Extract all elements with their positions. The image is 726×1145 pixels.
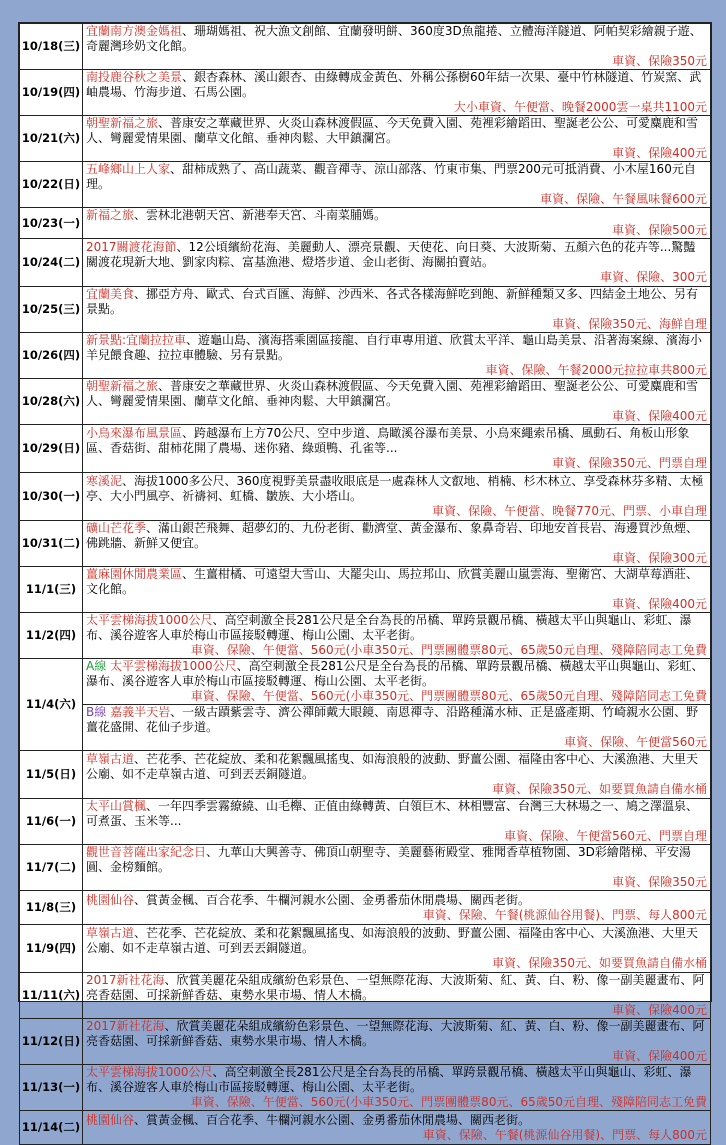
trip-description [86,116,707,146]
schedule-row [20,239,711,287]
schedule-row [20,24,711,70]
line-b-label: B線 [86,705,107,719]
line-b-block [83,704,710,750]
trip-date: 10/19(四) [20,70,83,116]
schedule-row [20,799,711,845]
trip-name: 薑麻園休閒農業區 [86,567,183,581]
trip-desc-text: 、海拔1000多公尺、360度視野美景盡收眼底是一處森林人文叡地、梢楠、杉木林立、享受森林芬多精、太極亭、大小門風亭、祈禱祠、虹橋、皺族、大小塔山。 [86,474,704,503]
schedule-row [20,1019,711,1065]
trip-price: 車資、保險350元、門票自理 [552,456,707,470]
trip-date: 10/22(日) [20,162,83,208]
trip-description [86,926,707,956]
schedule-sheet [18,22,712,1142]
trip-price: 車資、保險350元、如要買魚請自備水桶 [492,782,707,796]
trip-price: 車資、保險400元 [612,146,707,160]
trip-details [83,799,711,845]
trip-date: 10/28(六) [20,379,83,425]
schedule-row [20,1065,711,1111]
schedule-row [20,567,711,613]
trip-date: 11/8(三) [20,891,83,925]
trip-price: 車資、保險350元、如要買魚請自備水桶 [492,956,707,970]
trip-price: 車資、保險、午便當、560元(小車350元、門票團體票80元、65歲50元自理、殘障陪同志工免費 [190,1095,707,1109]
trip-description [86,240,707,270]
trip-price: 車資、保險、午餐(桃源仙谷用餐)、門票、每人800元 [422,1127,707,1142]
trip-description [86,659,707,689]
trip-price: 車資、保險350元 [612,875,707,889]
trip-date: 11/4(六) [20,659,83,751]
trip-description [86,162,707,192]
trip-desc-text: 、欣賞美麗花朵組成繽紛色彩景色、一望無際花海、大波斯菊、紅、黃、白、粉、像一副美麗畫布、阿亮香菇園、可採新鮮香菇、東勢水果市場、情人木橋。 [86,973,705,1002]
trip-details [83,1111,711,1145]
trip-description [86,1113,707,1128]
trip-details [83,162,711,208]
schedule-row [20,425,711,473]
trip-details [83,925,711,973]
trip-price: 車資、保險400元 [612,409,707,423]
trip-details [83,659,711,751]
trip-description [86,24,707,54]
schedule-row [20,473,711,521]
trip-desc-text: 、高空刺激全長281公尺是全台為長的吊橋、單跨景觀吊橋、橫越太平山與龜山、彩虹、瀑布、溪谷遊客人車於梅山市區接駁轉運、梅山公園、太平老街。 [86,613,692,642]
trip-date: 10/31(二) [20,521,83,567]
trip-details [83,473,711,521]
trip-details [83,208,711,239]
trip-desc-text: 、生薑柑橘、可遠望大雪山、大罷尖山、馬拉邦山、欣賞美麗山嵐雲海、聖衛宮、大湖草莓酒莊、文化館。 [86,567,699,596]
trip-desc-text: 、普康安之華藏世界、火炎山森林渡假區、今天免費入園、苑裡彩繪蹈田、聖誕老公公、可愛麋鹿和雪人、彎麗愛情果園、蘭草文化館、垂神肉鬆、大甲鎮瀾宮。 [86,379,699,408]
trip-desc-text: 、遊龜山島、濱海搭乘園區接龍、自行車專用道、欣賞太平洋、龜山島美景、沿著海案線、濱海小羊兒餵食趣、拉拉車體驗、另有景點。 [86,333,703,362]
schedule-row [20,659,711,751]
schedule-row [20,845,711,891]
trip-name: 宜蘭南方澳金媽祖 [86,24,183,38]
trip-description [86,613,707,643]
schedule-row [20,973,711,1019]
trip-date: 10/18(三) [20,24,83,70]
schedule-row [20,208,711,239]
trip-name: 2017新社花海 [86,1019,165,1033]
trip-name: 宜蘭美食 [86,287,135,301]
trip-name: 南投鹿谷秋之美景 [86,70,183,84]
trip-description [86,426,707,456]
trip-name: 2017關渡花海節 [86,240,177,254]
trip-price: 車資、保險500元 [612,223,707,237]
trip-desc-text: 、九華山大興善寺、佛頂山朝聖寺、美麗藝術殿堂、雅聞香草植物園、3D彩繪階梯、平安湯圓、金榜麵館。 [86,845,691,874]
trip-price: 車資、保險、午便當、晚餐770元、門票、小車自理 [432,504,707,518]
trip-details [83,613,711,659]
trip-desc-text-b: 、一級古蹟紫雲寺、濟公禪師戴大眼鏡、南恩禪寺、沿路種滿水柿、正是盛產期、竹崎親水公園、野薑花盛開、花仙子步道。 [86,705,699,734]
trip-details [83,751,711,799]
trip-description [86,333,707,363]
trip-price: 車資、保險、午餐(桃源仙谷用餐)、門票、每人800元 [422,907,707,922]
trip-details [83,973,711,1019]
schedule-row [20,287,711,333]
trip-date: 11/9(四) [20,925,83,973]
trip-price: 車資、保險、午餐風味餐600元 [540,192,707,206]
trip-desc-text: 、高空刺激全長281公尺是全台為長的吊橋、單跨景觀吊橋、橫越太平山與龜山、彩虹、瀑布、溪谷遊客人車於梅山市區接駁轉運、梅山公園、太平老街。 [86,659,704,688]
trip-desc-text: 、銀杏森林、溪山銀杏、由綠轉成金黃色、外稱公孫樹60年結一次果、臺中竹林隧道、竹炭窯、武岫農場、竹海步道、石馬公園。 [86,70,702,99]
trip-description [86,1065,707,1095]
trip-desc-text: 、滿山銀芒飛舞、超夢幻的、九份老街、勸濟堂、黃金瀑布、象鼻奇岩、印地安首長岩、海邊買沙魚煙、佛跳牆、新鮮又便宜。 [86,521,699,550]
trip-desc-text: 、欣賞美麗花朵組成繽紛色彩景色、一望無際花海、大波斯菊、紅、黃、白、粉、像一副美麗畫布、阿亮香菇園、可採新鮮香菇、東勢水果市場、情人木橋。 [86,1019,705,1048]
schedule-row [20,1111,711,1145]
trip-name: 太平雲梯海拔1000公尺 [110,659,237,673]
trip-date: 11/13(一) [20,1065,83,1111]
trip-price: 車資、保險、300元 [600,270,707,284]
trip-date: 11/12(日) [20,1019,83,1065]
trip-desc-text: 、普康安之華藏世界、火炎山森林渡假區、今天免費入園、苑裡彩繪蹈田、聖誕老公公、可愛麋鹿和雪人、彎麗愛情果園、蘭草文化館、垂神肉鬆、大甲鎮瀾宮。 [86,116,699,145]
trip-name: 朝聖新福之旅 [86,379,159,393]
trip-details [83,287,711,333]
trip-date: 11/14(二) [20,1111,83,1145]
trip-name: 草嶺古道 [86,926,135,940]
trip-date: 10/21(六) [20,116,83,162]
trip-details [83,891,711,925]
trip-name: 小烏來瀑布風景區 [86,426,183,440]
trip-details [83,333,711,379]
trip-details [83,70,711,116]
trip-date: 10/29(日) [20,425,83,473]
schedule-row [20,521,711,567]
trip-date: 11/1(三) [20,567,83,613]
trip-desc-text: 、芒花季、芒花綻放、柔和花絮飄風搖曳、如海浪般的波動、野薑公園、福隆由客中心、大溪漁港、大里天公廟、如不走草嶺古道、可到丟丟銅隧道。 [86,926,699,955]
schedule-row [20,891,711,925]
trip-name: 太平雲梯海拔1000公尺 [86,613,213,627]
trip-name: 新景點:宜蘭拉拉車 [86,333,187,347]
trip-details [83,24,711,70]
trip-desc-text: 、12公頃繽紛花海、美麗動人、漂亮景觀、天使花、向日葵、大波斯菊、五顏六色的花卉等...驚豔關渡花現新大地、劉家肉粽、富基漁港、燈塔步道、金山老街、海關拍賣站。 [86,240,696,269]
trip-name: 桃園仙谷 [86,892,135,907]
trip-date: 10/24(二) [20,239,83,287]
trip-details [83,379,711,425]
schedule-row [20,379,711,425]
trip-details [83,239,711,287]
trip-date: 11/5(日) [20,751,83,799]
schedule-row [20,925,711,973]
trip-name: 礦山芒花季 [86,521,147,535]
trip-description [86,521,707,551]
trip-price: 車資、保險、午便當、560元(小車350元、門票團體票80元、65歲50元自理、殘障陪同志工免費 [190,643,707,657]
trip-description [86,973,707,1003]
trip-description [86,208,707,223]
trip-date: 11/11(六) [20,973,83,1019]
trip-details [83,425,711,473]
trip-date: 11/7(二) [20,845,83,891]
trip-desc-text: 、雲林北港朝天宮、新港奉天宮、斗南菜脯媽。 [134,208,387,222]
trip-desc-text: 、賞黃金楓、百合花季、牛欄河親水公園、金勇番茄休閒農場、關西老街。 [134,892,531,907]
schedule-row [20,162,711,208]
trip-price: 車資、保險350元、海鮮自理 [552,317,707,331]
trip-price: 車資、保險、午餐2000元拉拉車共800元 [485,363,707,377]
trip-details [83,1065,711,1111]
trip-desc-text: 、挪亞方舟、歐式、台式百匯、海鮮、沙西米、各式各樣海鮮吃到飽、新鮮種類又多、四結金土地公、另有景點。 [86,287,699,316]
trip-name: 太平山賞楓 [86,799,147,813]
trip-desc-text: 、甜柿成熟了、高山蔬菜、觀音禪寺、涼山部落、竹東市集、門票200元可抵消費、小木屋160元自理。 [86,162,696,191]
trip-details [83,567,711,613]
trip-price: 車資、保險400元 [612,597,707,611]
trip-description [86,474,707,504]
trip-name: 2017新社花海 [86,973,165,987]
trip-desc-text: 、跨越瀑布上方70公尺、空中步道、鳥瞰溪谷瀑布美景、小烏來繩索吊橋、風動石、角板山形象區、香菇街、甜柿花開了農場、迷你豬、綠頭鴨、孔雀等... [86,426,690,455]
trip-price-b: 車資、保險、午便當560元 [564,735,707,749]
schedule-row [20,333,711,379]
line-a-label: A線 [86,659,107,673]
trip-name: 新福之旅 [86,208,135,222]
trip-name-b: 嘉義半天岩 [110,705,171,719]
trip-price: 車資、保險300元 [612,551,707,565]
schedule-table [19,23,711,1145]
trip-name: 太平雲梯海拔1000公尺 [86,1065,213,1079]
trip-name: 朝聖新福之旅 [86,116,159,130]
trip-price: 車資、保險、午便當、560元(小車350元、門票團體票80元、65歲50元自理、殘障陪同志工免費 [190,689,707,703]
trip-name: 寒溪泥 [86,474,123,488]
trip-name: 草嶺古道 [86,752,135,766]
trip-date: 10/26(四) [20,333,83,379]
trip-details [83,845,711,891]
trip-description [86,567,707,597]
trip-desc-text: 、一年四季雲霧繚繞、山毛櫸、正值由綠轉黃、白領巨木、林相豐富、台灣三大林場之一、鳩之澤溫泉、可煮蛋、玉米等... [86,799,699,828]
trip-date: 10/23(一) [20,208,83,239]
trip-details [83,521,711,567]
trip-description [86,287,707,317]
trip-description [86,752,707,782]
trip-date: 10/25(三) [20,287,83,333]
schedule-row [20,70,711,116]
trip-price: 車資、保險400元 [612,1049,707,1063]
trip-price: 車資、保險350元 [612,54,707,68]
trip-description [86,845,707,875]
schedule-row [20,751,711,799]
trip-name: 桃園仙谷 [86,1112,135,1127]
trip-name: 五峰鄉山上人家 [86,162,171,176]
trip-desc-text: 、珊瑚媽祖、祝大漁文創館、宜蘭發明餅、360度3D魚龍捲、立體海洋隧道、阿帕契彩繪親子遊、奇麗灣珍奶文化館。 [86,24,702,53]
trip-price: 車資、保險、午便當560元、門票自理 [504,829,707,843]
trip-details [83,116,711,162]
trip-desc-text: 、芒花季、芒花綻放、柔和花絮飄風搖曳、如海浪般的波動、野薑公園、福隆由客中心、大溪漁港、大里天公廟、如不走草嶺古道、可到丟丟銅隧道。 [86,752,699,781]
trip-desc-text: 、賞黃金楓、百合花季、牛欄河親水公園、金勇番茄休閒農場、關西老街。 [134,1112,531,1127]
schedule-row [20,116,711,162]
trip-date: 10/30(一) [20,473,83,521]
trip-price: 大小車資、午便當、晚餐2000雲一桌共1100元 [453,100,707,114]
schedule-row [20,613,711,659]
trip-description [86,893,707,908]
trip-name: 觀世音菩薩出家紀念日 [86,845,207,859]
trip-date: 11/6(一) [20,799,83,845]
trip-description [86,70,707,100]
trip-price: 車資、保險400元 [612,1003,707,1017]
trip-date: 11/2(四) [20,613,83,659]
trip-description [86,379,707,409]
trip-description [86,799,707,829]
trip-details [83,1019,711,1065]
trip-desc-text: 、高空刺激全長281公尺是全台為長的吊橋、單跨景觀吊橋、橫越太平山與龜山、彩虹、瀑布、溪谷遊客人車於梅山市區接駁轉運、梅山公園、太平老街。 [86,1065,692,1094]
